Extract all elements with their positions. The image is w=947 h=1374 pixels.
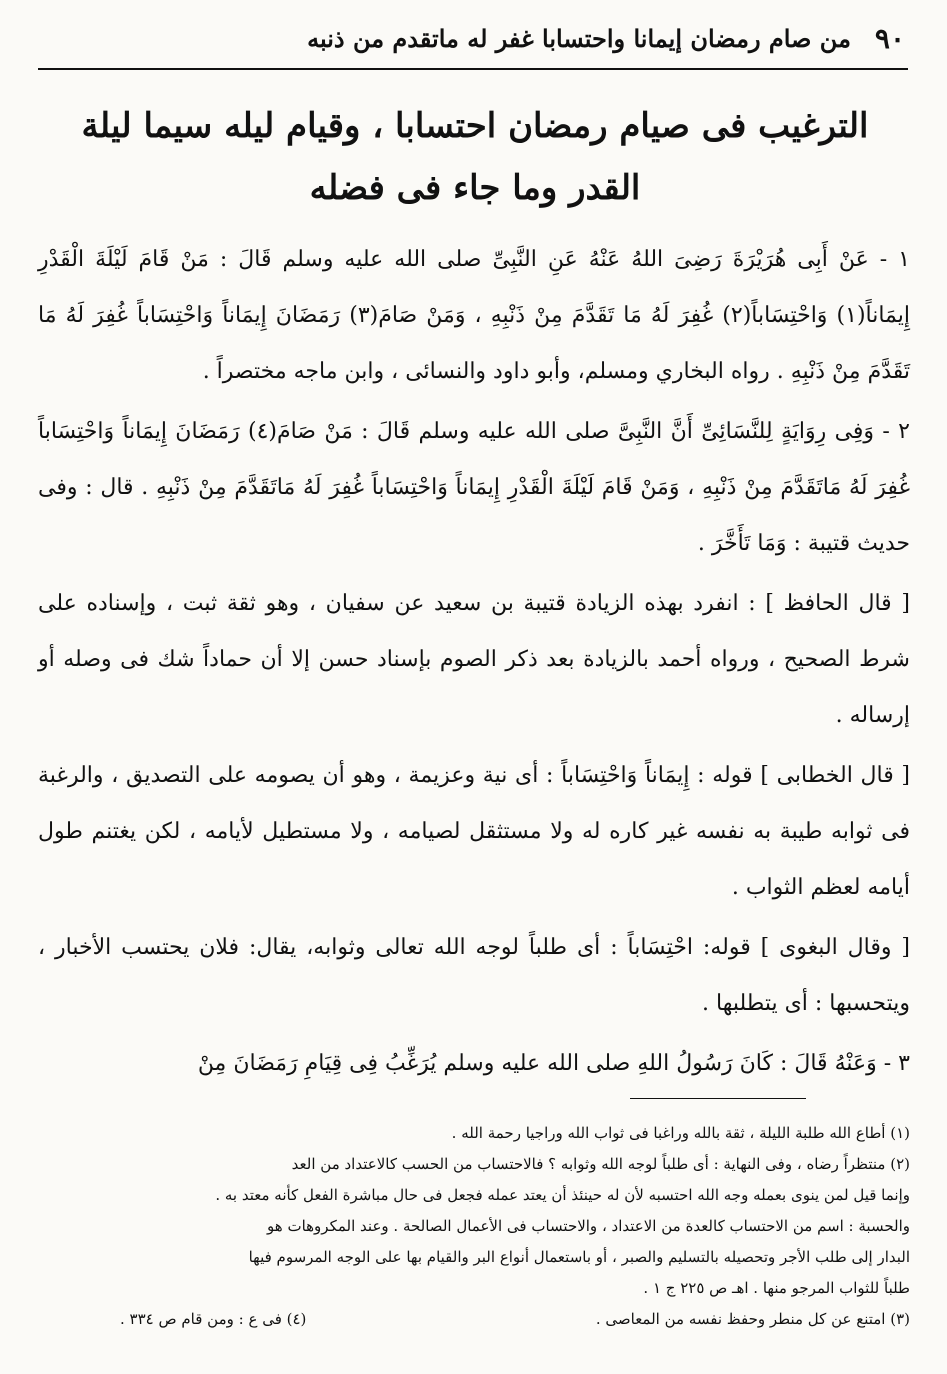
footnote-2: (٢) منتظراً رضاه ، وفى النهاية : أى طلباً لوجه الله وثوابه ؟ فالاحتساب من الحسب كالاعتداد من العد xyxy=(291,1155,910,1173)
section-title: الترغيب فى صيام رمضان احتسابا ، وقيام ليله سيما ليلة القدر وما جاء فى فضله xyxy=(81,106,869,208)
footnote-1: (١) أطاع الله طلبة الليلة ، ثقة بالله وراغبا فى ثواب الله وراجيا رحمة الله . xyxy=(451,1124,910,1142)
commentary-khattabi: [ قال الخطابى ] قوله : إِيمَاناً وَاحْتِسَاباً : أى نية وعزيمة ، وهو أن يصومه على التصديق ، والرغبة فى ثوابه طيبة به نفسه غير كاره له ولا مستثقل لصيامه ، ولا مستطيل لأيامه ، لكن يغتنم طول أيامه لعظم الثواب . xyxy=(38,763,910,900)
footnote-2-cont: والحسبة : اسم من الاحتساب كالعدة من الاعتداد ، والاحتساب فى الأعمال الصالحة . وعند المكروهات هو xyxy=(267,1217,910,1235)
commentary-hafiz: [ قال الحافظ ] : انفرد بهذه الزيادة قتيبة بن سعيد عن سفيان ، وهو ثقة ثبت ، وإسناده على شرط الصحيح ، ورواه أحمد بالزيادة بعد ذكر الصوم بإسناد حسن إلا أن حماداً شك فى وصله أو إرساله . xyxy=(38,591,910,728)
running-title: من صام رمضان إيمانا واحتسابا غفر له ماتقدم من ذنبه xyxy=(307,23,851,53)
footnote-3: (٣) امتنع عن كل منطر وحفظ نفسه من المعاصى . xyxy=(595,1310,910,1328)
footnote-2-cont: طلباً للثواب المرجو منها . اهـ ص ٢٢٥ ج ١ . xyxy=(643,1279,910,1297)
commentary-baghawi: [ وقال البغوى ] قوله: احْتِسَاباً : أى طلباً لوجه الله تعالى وثوابه، يقال: فلان يحتسب الأخبار ، ويتحسبها : أى يتطلبها . xyxy=(38,935,910,1016)
hadith-1: ١ - عَنْ أَبِى هُرَيْرَةَ رَضِىَ اللهُ عَنْهُ عَنِ النَّبِىِّ صلى الله عليه وسلم قَالَ : مَنْ قَامَ لَيْلَةَ الْقَدْرِ إِيمَاناً(١) وَاحْتِسَاباً(٢) غُفِرَ لَهُ مَا تَقَدَّمَ مِنْ ذَنْبِهِ ، وَمَنْ صَامَ(٣) رَمَضَانَ إِيمَاناً وَاحْتِسَاباً غُفِرَ لَهُ مَا تَقَدَّمَ مِنْ ذَنْبِهِ . رواه البخاري ومسلم، وأبو داود والنسائى ، وابن ماجه مختصراً . xyxy=(38,247,911,384)
footnote-row-last xyxy=(40,1304,910,1335)
body-text xyxy=(38,232,910,1092)
hadith-2: ٢ - وَفِى رِوَايَةٍ لِلنَّسَائِىِّ أَنَّ النَّبِىَّ صلى الله عليه وسلم قَالَ : مَنْ صَامَ(٤) رَمَضَانَ إِيمَاناً وَاحْتِسَاباً غُفِرَ لَهُ مَاتَقَدَّمَ مِنْ ذَنْبِهِ ، وَمَنْ قَامَ لَيْلَةَ الْقَدْرِ إِيمَاناً وَاحْتِسَاباً غُفِرَ لَهُ مَاتَقَدَّمَ مِنْ ذَنْبِهِ . قال : وفى حديث قتيبة : وَمَا تَأَخَّرَ . xyxy=(38,419,910,556)
hadith-3: ٣ - وَعَنْهُ قَالَ : كَانَ رَسُولُ اللهِ صلى الله عليه وسلم يُرَغِّبُ فِى قِيَامِ رَمَضَانَ مِنْ xyxy=(197,1051,910,1076)
header-rule xyxy=(38,68,908,70)
footnote-rule xyxy=(630,1098,806,1099)
footnotes xyxy=(40,1118,910,1335)
page-number: ٩٠ xyxy=(874,21,905,55)
footnote-4: (٤) فى ع : ومن قام ص ٣٣٤ . xyxy=(120,1310,307,1328)
page-header xyxy=(40,18,905,58)
footnote-2-cont: وإنما قيل لمن ينوى بعمله وجه الله احتسبه لأن له حينئذ أن يعتد عمله فجعل فى حال مباشرة الفعل كأنه معتد به . xyxy=(215,1186,910,1204)
footnote-2-cont: البدار إلى طلب الأجر وتحصيله بالتسليم والصبر ، أو باستعمال أنواع البر والقيام بها على الوجه المرسوم فيها xyxy=(248,1248,910,1266)
